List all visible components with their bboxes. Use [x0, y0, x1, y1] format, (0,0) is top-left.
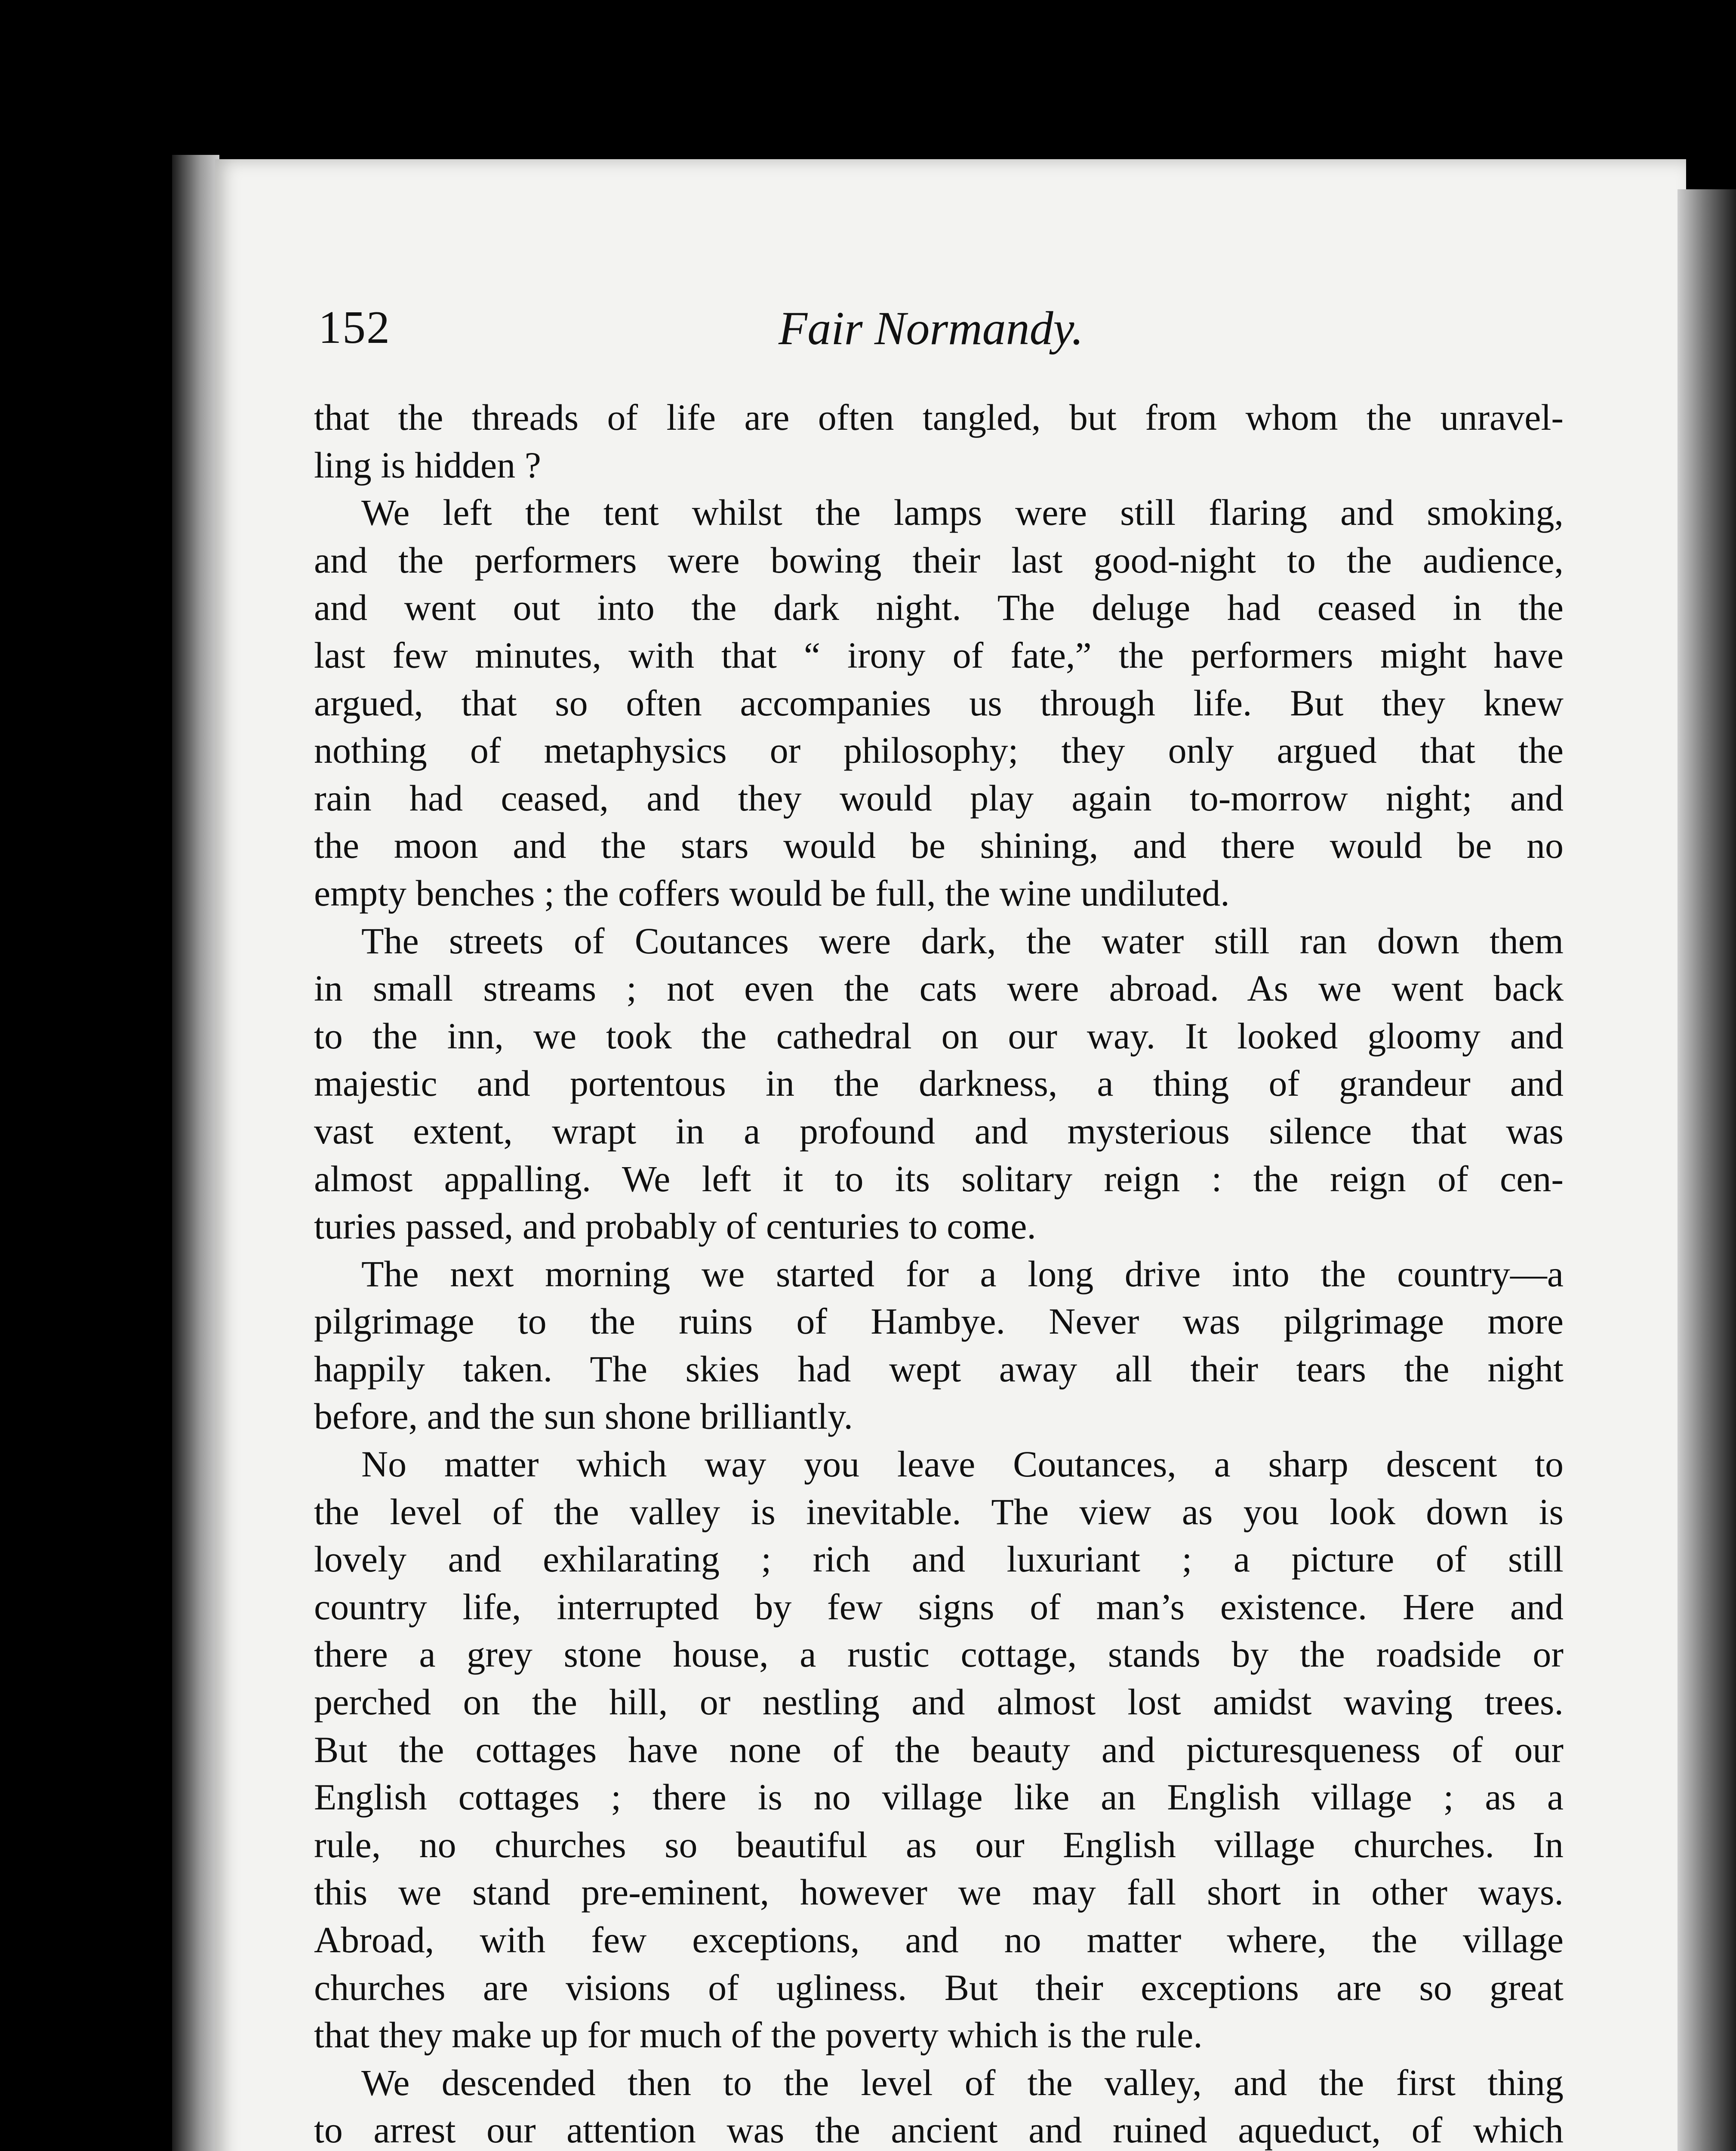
text-line: majestic and portentous in the darkness, a thing of grandeur and: [314, 1063, 1564, 1104]
body-text: [314, 394, 1564, 2151]
text-line: English cottages ; there is no village like an English village ; as a: [314, 1776, 1564, 1818]
text-line: pilgrimage to the ruins of Hambye. Never was pilgrimage more: [314, 1300, 1564, 1342]
running-title: Fair Normandy.: [779, 302, 1083, 354]
page-right-edge: [1678, 189, 1736, 2151]
text-line: We left the tent whilst the lamps were still flaring and smoking,: [361, 492, 1564, 533]
text-line: But the cottages have none of the beauty and picturesqueness of our: [314, 1729, 1564, 1770]
text-line: No matter which way you leave Coutances, a sharp descent to: [361, 1443, 1564, 1485]
text-line: rain had ceased, and they would play again to-morrow night; and: [314, 777, 1564, 819]
text-line: rule, no churches so beautiful as our English village churches. In: [314, 1824, 1564, 1865]
text-line: almost appalling. We left it to its solitary reign : the reign of cen-: [314, 1158, 1564, 1199]
page-number: 152: [318, 302, 391, 353]
text-line: the level of the valley is inevitable. The view as you look down is: [314, 1491, 1564, 1532]
text-line: country life, interrupted by few signs of man’s existence. Here and: [314, 1586, 1564, 1627]
text-line: there a grey stone house, a rustic cottage, stands by the roadside or: [314, 1633, 1564, 1675]
text-line: in small streams ; not even the cats were abroad. As we went back: [314, 968, 1564, 1009]
text-line: that they make up for much of the poverty which is the rule.: [314, 2014, 1203, 2056]
text-line: Abroad, with few exceptions, and no matter where, the village: [314, 1919, 1564, 1960]
text-line: before, and the sun shone brilliantly.: [314, 1396, 853, 1437]
text-line: ling is hidden ?: [314, 444, 541, 486]
text-line: argued, that so often accompanies us through life. But they knew: [314, 682, 1564, 724]
text-line: that the threads of life are often tangled, but from whom the unravel-: [314, 397, 1564, 438]
text-line: churches are visions of ugliness. But their exceptions are so great: [314, 1966, 1564, 2008]
text-line: empty benches ; the coffers would be full, the wine undiluted.: [314, 872, 1230, 914]
text-line: to the inn, we took the cathedral on our way. It looked gloomy and: [314, 1015, 1564, 1057]
page-binding-edge: [172, 155, 219, 2151]
text-line: and went out into the dark night. The deluge had ceased in the: [314, 587, 1564, 629]
text-line: to arrest our attention was the ancient and ruined aqueduct, of which: [314, 2109, 1564, 2151]
text-line: happily taken. The skies had wept away all their tears the night: [314, 1348, 1564, 1390]
text-line: lovely and exhilarating ; rich and luxuriant ; a picture of still: [314, 1538, 1564, 1580]
text-line: last few minutes, with that “ irony of fate,” the performers might have: [314, 634, 1564, 676]
text-line: nothing of metaphysics or philosophy; they only argued that the: [314, 730, 1564, 771]
text-line: turies passed, and probably of centuries to come.: [314, 1205, 1036, 1247]
text-line: and the performers were bowing their last good-night to the audience,: [314, 539, 1564, 581]
text-line: perched on the hill, or nestling and almost lost amidst waving trees.: [314, 1681, 1564, 1723]
text-line: vast extent, wrapt in a profound and mysterious silence that was: [314, 1110, 1564, 1152]
page-header: [318, 301, 1566, 370]
text-line: the moon and the stars would be shining, and there would be no: [314, 825, 1564, 866]
text-line: this we stand pre-eminent, however we may fall short in other ways.: [314, 1871, 1564, 1913]
text-line: The next morning we started for a long drive into the country—a: [361, 1253, 1564, 1294]
text-line: We descended then to the level of the valley, and the first thing: [361, 2062, 1564, 2103]
text-line: The streets of Coutances were dark, the water still ran down them: [361, 920, 1564, 961]
